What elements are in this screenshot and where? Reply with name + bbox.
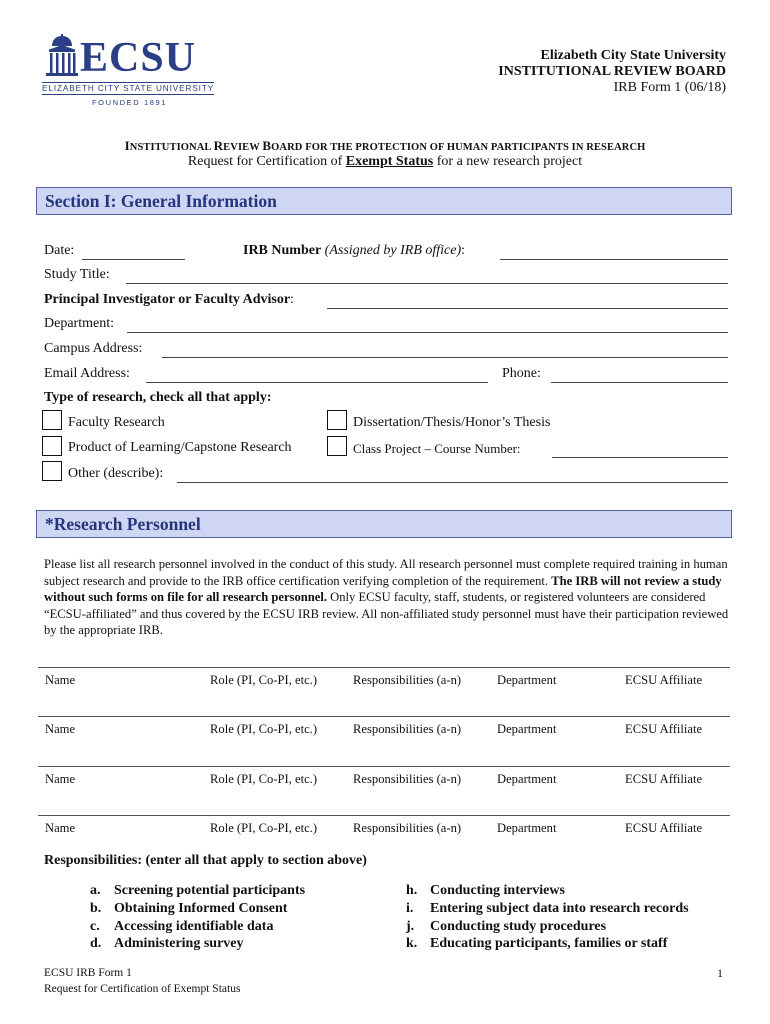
study-title-label: Study Title: — [44, 267, 110, 282]
capstone-checkbox[interactable] — [42, 436, 62, 456]
responsibilities-list-left — [90, 882, 305, 953]
footer-form-title: Request for Certification of Exempt Status — [44, 982, 241, 995]
col-name: Name — [45, 772, 76, 786]
header-board: INSTITUTIONAL REVIEW BOARD — [498, 64, 726, 79]
list-item: j. Conducting study procedures — [406, 918, 607, 934]
col-responsibilities: Responsibilities (a-n) — [353, 772, 462, 786]
responsibilities-list-right — [406, 882, 689, 953]
list-item: d. Administering survey — [90, 936, 244, 952]
research-type-heading: Type of research, check all that apply: — [44, 390, 272, 405]
course-number-field[interactable] — [552, 457, 728, 458]
col-department: Department — [497, 821, 557, 835]
col-role: Role (PI, Co-PI, etc.) — [210, 722, 318, 736]
other-label: Other (describe): — [68, 466, 164, 481]
col-name: Name — [45, 722, 76, 736]
logo-wordmark: ECSU — [80, 35, 197, 81]
personnel-row[interactable] — [0, 772, 770, 792]
row-divider — [38, 815, 730, 816]
col-role: Role (PI, Co-PI, etc.) — [210, 821, 318, 835]
class-project-checkbox[interactable] — [327, 436, 347, 456]
phone-label: Phone: — [502, 366, 541, 381]
list-item: a. Screening potential participants — [90, 883, 306, 898]
building-icon — [42, 34, 82, 80]
row-divider — [38, 667, 730, 668]
row-divider — [38, 766, 730, 767]
responsibilities-heading: Responsibilities: (enter all that apply to section above) — [44, 853, 367, 868]
col-department: Department — [497, 673, 557, 687]
personnel-row[interactable] — [0, 821, 770, 841]
page-footer — [44, 966, 240, 997]
header-block — [498, 48, 726, 96]
pi-field[interactable] — [327, 308, 728, 309]
dissertation-checkbox[interactable] — [327, 410, 347, 430]
other-describe-field[interactable] — [177, 482, 728, 483]
personnel-row[interactable] — [0, 722, 770, 742]
col-affiliate: ECSU Affiliate — [625, 722, 703, 736]
class-project-label: Class Project – Course Number: — [353, 441, 521, 456]
faculty-research-checkbox[interactable] — [42, 410, 62, 430]
col-affiliate: ECSU Affiliate — [625, 821, 703, 835]
department-label: Department: — [44, 316, 114, 331]
irb-number-field[interactable] — [500, 259, 728, 260]
phone-field[interactable] — [551, 382, 728, 383]
study-title-field[interactable] — [126, 283, 728, 284]
col-department: Department — [497, 722, 557, 736]
list-item: i. Entering subject data into research records — [406, 900, 689, 916]
ecsu-logo — [40, 34, 215, 114]
header-form-number: IRB Form 1 (06/18) — [613, 80, 726, 95]
col-affiliate: ECSU Affiliate — [625, 772, 703, 786]
date-label: Date: — [44, 243, 75, 258]
personnel-instructions: Please list all research personnel involved in the conduct of this study. All research personnel must complete required training in human subject research and provide to the IRB office certification verifying completion of the requirement. The IRB will not review a study without such forms on file for all research personnel. Only ECSU faculty, staff, students, or registered volunteers are considered “ECSU-affiliated” and thus covered by the ECSU IRB review. All non-affiliated study personnel must have their participation reviewed by the appropriate IRB. — [44, 557, 729, 637]
col-responsibilities: Responsibilities (a-n) — [353, 673, 462, 687]
irb-number-label: IRB Number (Assigned by IRB office): — [243, 243, 466, 258]
department-field[interactable] — [127, 332, 728, 333]
pi-label: Principal Investigator or Faculty Advisor: — [44, 292, 294, 307]
capstone-label: Product of Learning/Capstone Research — [68, 440, 292, 455]
row-divider — [38, 716, 730, 717]
logo-university-name: ELIZABETH CITY STATE UNIVERSITY — [42, 84, 215, 93]
email-label: Email Address: — [44, 366, 130, 381]
faculty-research-label: Faculty Research — [68, 415, 165, 430]
col-affiliate: ECSU Affiliate — [625, 673, 703, 687]
form-subtitle: INSTITUTIONAL REVIEW BOARD FOR THE PROTECTION OF HUMAN PARTICIPANTS IN RESEARCH — [124, 138, 646, 153]
col-responsibilities: Responsibilities (a-n) — [353, 722, 462, 736]
list-item: b. Obtaining Informed Consent — [90, 900, 288, 916]
email-field[interactable] — [146, 382, 488, 383]
header-university: Elizabeth City State University — [540, 48, 726, 63]
section-general-header: Section I: General Information — [36, 187, 732, 215]
campus-address-label: Campus Address: — [44, 341, 143, 356]
section-personnel-header: *Research Personnel — [36, 510, 732, 538]
personnel-row[interactable] — [0, 673, 770, 693]
col-name: Name — [45, 673, 76, 687]
col-department: Department — [497, 772, 557, 786]
col-responsibilities: Responsibilities (a-n) — [353, 821, 462, 835]
request-line: Request for Certification of Exempt Status for a new research project — [187, 154, 583, 169]
footer-form-name: ECSU IRB Form 1 — [44, 967, 132, 979]
page-number: 1 — [717, 966, 723, 980]
other-checkbox[interactable] — [42, 461, 62, 481]
date-field[interactable] — [82, 259, 185, 260]
col-role: Role (PI, Co-PI, etc.) — [210, 772, 318, 786]
list-item: k. Educating participants, families or staff — [406, 936, 668, 952]
list-item: h. Conducting interviews — [406, 883, 565, 898]
list-item: c. Accessing identifiable data — [90, 918, 274, 934]
campus-address-field[interactable] — [162, 357, 728, 358]
col-name: Name — [45, 821, 76, 835]
col-role: Role (PI, Co-PI, etc.) — [210, 673, 318, 687]
logo-founded: FOUNDED 1891 — [92, 98, 168, 107]
dissertation-label: Dissertation/Thesis/Honor’s Thesis — [353, 415, 551, 430]
